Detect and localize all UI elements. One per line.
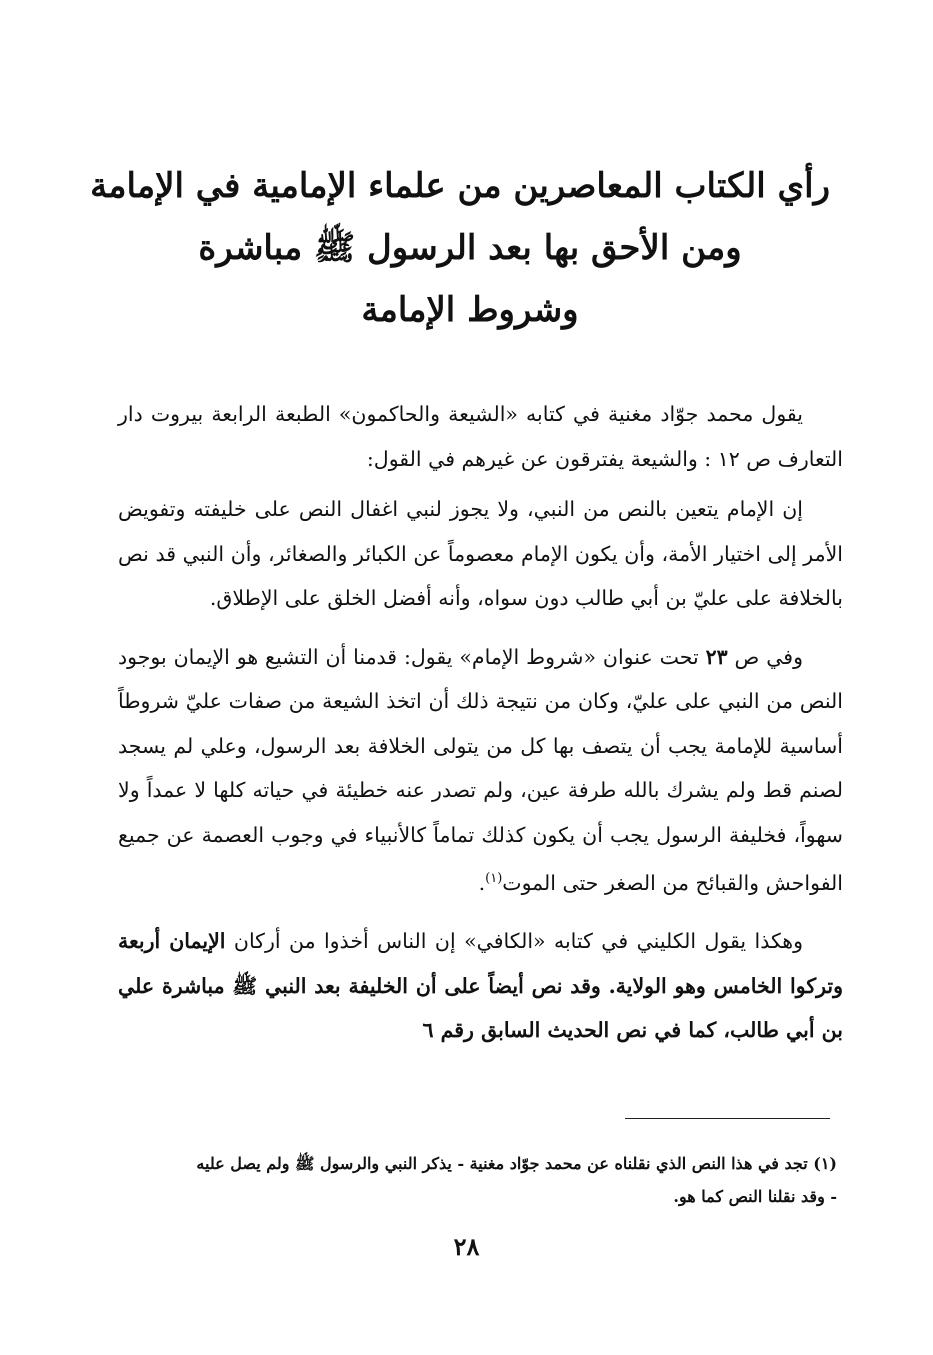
paragraph-conditions [118,635,843,906]
paragraph-conditions-page: ٢٣ [705,644,728,669]
footnote-line-2: - وقد نقلنا النص كما هو. [673,1187,837,1206]
title-line-2: ومن الأحق بها بعد الرسول ﷺ مباشرة [198,228,742,268]
body-text [118,392,843,1053]
title-line-3: وشروط الإمامة [361,290,579,330]
paragraph-kulayni-start: وهكذا يقول الكليني في كتابه «الكافي» إن الناس أخذوا من أركان [225,929,803,954]
paragraph-quote: إن الإمام يتعين بالنص من النبي، ولا يجوز لنبي اغفال النص على خليفته وتفويض الأمر إلى اختيار الأمة، وأن يكون الإمام معصوماً عن الكبائر والصغائر، وأن النبي قد نص بالخلافة على عليّ بن أبي طالب دون سواه، وأنه أفضل الخلق على الإطلاق. [118,497,843,610]
page-number: ٢٨ [453,1232,480,1261]
paragraph-conditions-end: . [478,870,486,895]
paragraph-conditions-start: وفي ص [727,644,803,669]
title-line-1: رأي الكتاب المعاصرين من علماء الإمامية في الإمامة [90,166,830,206]
footnote-divider [625,1118,830,1119]
chapter-title [90,155,830,341]
footnote-reference: (١) [485,871,503,886]
paragraph-intro: يقول محمد جوّاد مغنية في كتابه «الشيعة والحاكمون» الطبعة الرابعة بيروت دار التعارف ص ١٢ : والشيعة يفترقون عن غيرهم في القول: [118,402,843,471]
paragraph-kulayni-bold: الإيمان أربعة وتركوا الخامس وهو الولاية. وقد نص أيضاً على أن الخليفة بعد النبي ﷺ مباشرة علي بن أبي طالب، كما في نص الحديث السابق رقم ٦ [118,929,843,1043]
paragraph-kulayni [118,919,843,1053]
footnote-line-1: (١) تجد في هذا النص الذي نقلناه عن محمد جوّاد مغنية - يذكر النبي والرسول ﷺ ولم يصل عليه [196,1154,837,1173]
footnote [122,1147,837,1213]
paragraph-conditions-text: تحت عنوان «شروط الإمام» يقول: قدمنا أن التشيع هو الإيمان بوجود النص من النبي على عليّ، وكان من نتيجة ذلك أن اتخذ الشيعة من صفات عليّ شروطاً أساسية للإمامة يجب أن يتصف بها كل من يتولى الخلافة بعد الرسول، وعلي لم يسجد لصنم قط ولم يشرك بالله طرفة عين، ولم تصدر عنه خطيئة في حياته كلها لا عمداً ولا سهواً، فخليفة الرسول يجب أن يكون كذلك تماماً كالأنبياء في وجوب العصمة عن جميع الفواحش والقبائح من الصغر حتى الموت [118,644,843,895]
